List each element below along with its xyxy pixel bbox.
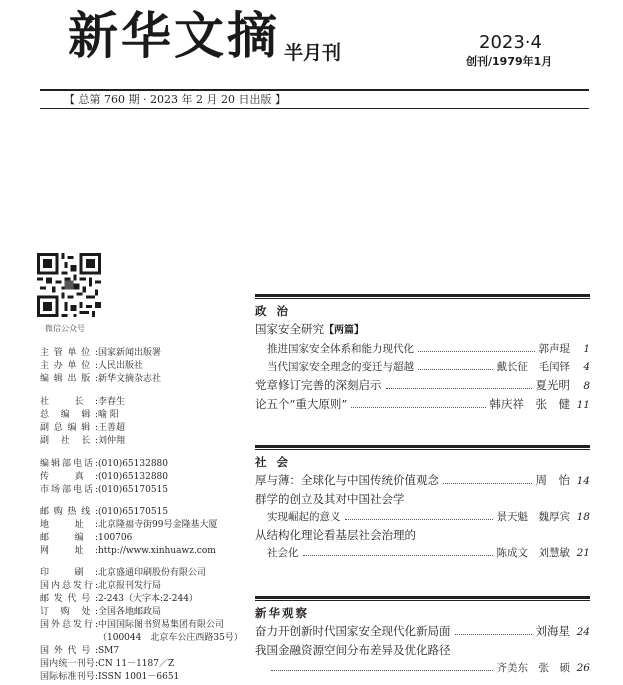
section-rule xyxy=(255,445,590,448)
imprint-group-staff xyxy=(40,396,250,448)
qr-caption: 微信公众号 xyxy=(45,324,85,333)
magazine-subtitle: 半月刊 xyxy=(284,42,342,64)
toc-entry[interactable]: 社会化 陈成文 刘慧敏 21 xyxy=(267,547,590,559)
imprint-row: 国内总发行: 北京报刊发行局 xyxy=(40,581,162,591)
imprint-row: 国外代号: SM7 xyxy=(40,646,120,656)
toc-section-politics xyxy=(255,294,590,414)
imprint-group-contact xyxy=(40,506,250,558)
imprint-row: 邮发代号: 2-243（大字本:2-244） xyxy=(40,594,198,604)
website-link[interactable]: http://www.xinhuawz.com xyxy=(98,546,216,556)
section-rule xyxy=(255,600,590,601)
imprint-row: 编辑部电话: (010)65132880 xyxy=(40,459,169,469)
imprint-row: 主办单位: 人民出版社 xyxy=(40,361,144,371)
founded-date: 创刊/1979年1月 xyxy=(466,55,553,68)
imprint-row: 邮 编: 100706 xyxy=(40,533,133,543)
issue-number: 2023·4 xyxy=(479,32,542,53)
toc-entry[interactable]: 齐美东 张 硕 26 xyxy=(255,659,590,677)
section-rule xyxy=(255,298,590,299)
toc-entry[interactable]: 实现崛起的意义 景天魁 魏厚宾 18 xyxy=(267,511,590,523)
toc-entry[interactable]: 推进国家安全体系和能力现代化 郭声琨 1 xyxy=(267,343,590,355)
section-title: 新华观察 xyxy=(255,606,309,620)
qr-code-icon[interactable] xyxy=(37,253,101,317)
imprint-row: 总 编 辑: 喻 阳 xyxy=(40,410,119,420)
imprint-group-publisher xyxy=(40,347,250,386)
toc-entry[interactable]: 当代国家安全理念的变迁与超越 戴长征 毛闰铎 4 xyxy=(267,361,590,373)
imprint-row: 市场部电话: (010)65170515 xyxy=(40,485,169,495)
imprint-row: 订 购 处: 全国各地邮政局 xyxy=(40,607,162,617)
magazine-title: 新华文摘 xyxy=(68,7,280,65)
imprint-row: 国外总发行: 中国国际图书贸易集团有限公司 xyxy=(40,620,225,630)
header-rule-bottom xyxy=(40,108,589,109)
toc-entry[interactable]: 奋力开创新时代国家安全现代化新局面 刘海星 24 xyxy=(255,624,590,638)
toc-entry[interactable]: 论五个“重大原则” 韩庆祥 张 健 11 xyxy=(255,397,590,411)
imprint-row: 印 刷: 北京盛通印刷股份有限公司 xyxy=(40,568,207,578)
toc-entry[interactable]: 厚与薄：全球化与中国传统价值观念 周 怡 14 xyxy=(255,473,590,487)
section-rule xyxy=(255,449,590,450)
toc-entry[interactable]: 党章修订完善的深刻启示 夏光明 8 xyxy=(255,378,590,392)
imprint-row: 国内统一刊号: CN 11－1187／Z xyxy=(40,659,175,669)
imprint-row: 地 址: 北京隆福寺街99号金隆基大厦 xyxy=(40,520,218,530)
toc-section-society xyxy=(255,445,590,562)
total-issue-line: 【 总第 760 期 · 2023 年 2 月 20 日出版 】 xyxy=(64,93,286,106)
imprint-row: 网 址: http://www.xinhuawz.com xyxy=(40,546,216,556)
toc-entry-line[interactable]: 我国金融资源空间分布差异及优化路径 xyxy=(255,643,451,657)
imprint-row: 主管单位: 国家新闻出版署 xyxy=(40,348,162,358)
imprint-row: （100044 北京车公庄西路35号） xyxy=(98,633,243,643)
imprint-row: 编辑出版: 新华文摘杂志社 xyxy=(40,374,162,384)
toc-section-xinhua-observation xyxy=(255,596,590,677)
section-rule xyxy=(255,294,590,297)
section-rule xyxy=(255,596,590,599)
imprint-row: 副 社 长: 刘仲翔 xyxy=(40,436,126,446)
toc-group-title[interactable]: 国家安全研究【两篇】 xyxy=(255,322,364,336)
imprint-group-distribution xyxy=(40,567,250,684)
imprint-row: 国际标准刊号: ISSN 1001－6651 xyxy=(40,672,180,682)
toc-entry-line[interactable]: 群学的创立及其对中国社会学 xyxy=(255,492,405,506)
imprint-row: 社 长: 李春生 xyxy=(40,397,126,407)
imprint-group-phones xyxy=(40,458,250,497)
imprint-row: 邮购热线: (010)65170515 xyxy=(40,507,169,517)
section-title: 政治 xyxy=(255,304,298,318)
toc-entry-line[interactable]: 从结构化理论看基层社会治理的 xyxy=(255,528,416,542)
imprint-row: 传 真: (010)65132880 xyxy=(40,472,169,482)
imprint-row: 副总编辑: 王善超 xyxy=(40,423,126,433)
header-rule xyxy=(40,89,589,91)
section-title: 社会 xyxy=(255,455,298,469)
